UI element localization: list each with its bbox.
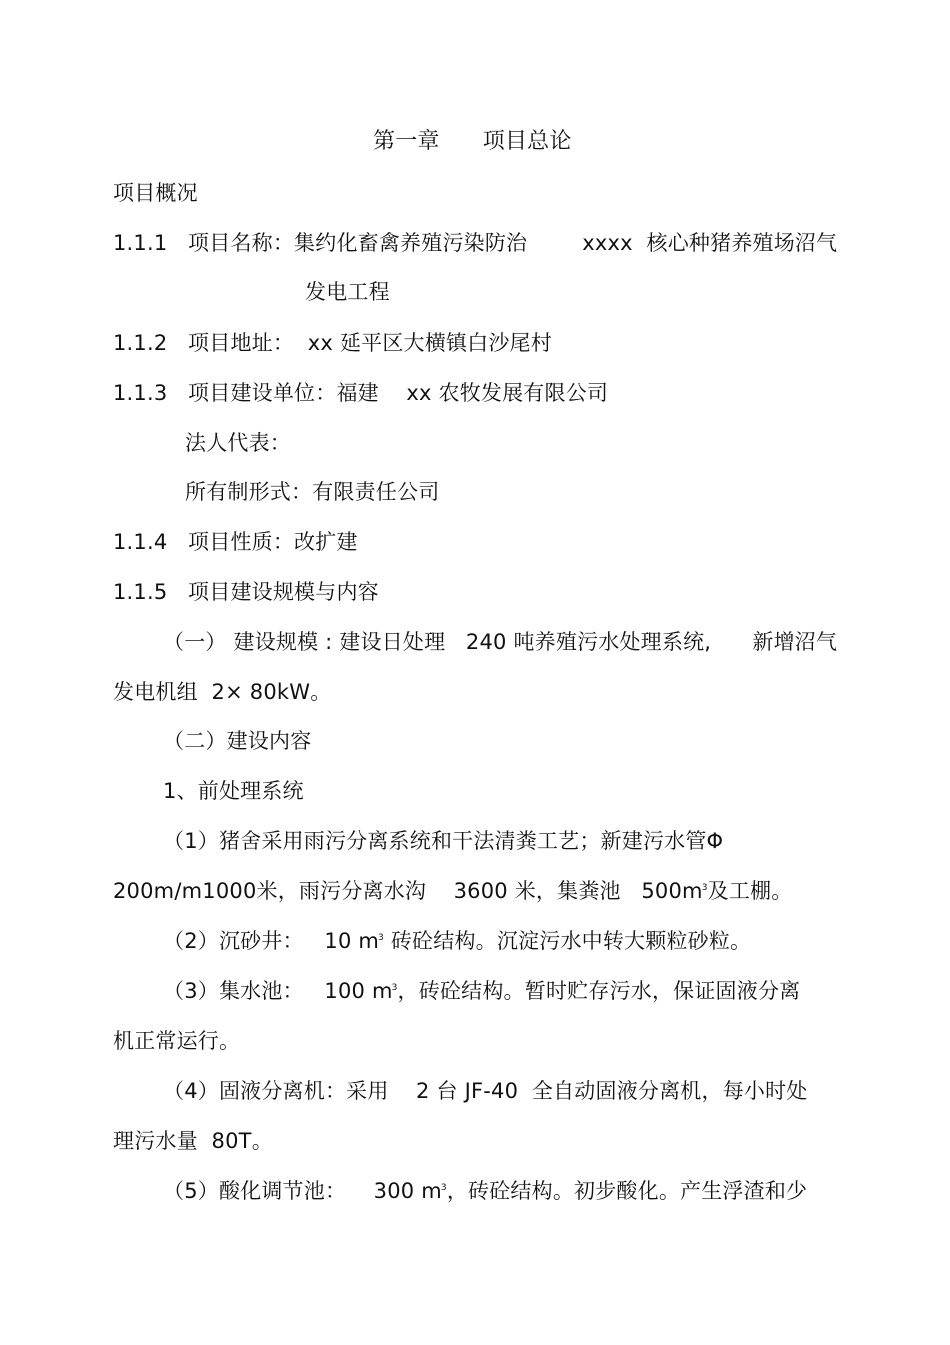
item-1-1-3: 1.1.3 项目建设单位：福建 xx 农牧发展有限公司 xyxy=(113,381,609,405)
item-3: （3）集水池： 100 $m^3$，砖砼结构。暂时贮存污水，保证固液分离 xyxy=(163,979,801,1003)
item-1-1-2: 1.1.2 项目地址： xx 延平区大横镇白沙尾村 xyxy=(113,331,552,355)
ownership: 所有制形式：有限责任公司 xyxy=(185,480,440,504)
item-1-1-1: 1.1.1 项目名称：集约化畜禽养殖污染防治 xxxx 核心种猪养殖场沼气 xyxy=(113,231,838,255)
item-1-1-1-cont: 发电工程 xyxy=(305,280,390,304)
item-1-cont: 200m/m1000米，雨污分离水沟 3600 米，集粪池 $500m^3$及工棚。 xyxy=(113,879,793,903)
content-heading: （二）建设内容 xyxy=(163,729,312,753)
item-1-1-4: 1.1.4 项目性质：改扩建 xyxy=(113,530,358,554)
item-4: （4）固液分离机：采用 2 台 JF-40 全自动固液分离机，每小时处 xyxy=(163,1079,808,1103)
item-5: （5）酸化调节池： 300 $m^3$，砖砼结构。初步酸化。产生浮渣和少 xyxy=(163,1179,808,1203)
item-4-cont: 理污水量 80T。 xyxy=(113,1129,273,1153)
legal-rep: 法人代表： xyxy=(185,431,291,455)
scale-line-cont: 发电机组 2× 80kW。 xyxy=(113,680,332,704)
item-3-cont: 机正常运行。 xyxy=(113,1029,241,1053)
chapter-title: 第一章 项目总论 xyxy=(373,129,572,154)
item-1-1-5: 1.1.5 项目建设规模与内容 xyxy=(113,580,379,604)
item-1: （1）猪舍采用雨污分离系统和干法清粪工艺；新建污水管Φ xyxy=(163,829,724,853)
section-heading: 项目概况 xyxy=(113,181,198,205)
item-2: （2）沉砂井： 10 $m^3$ 砖砼结构。沉淀污水中转大颗粒砂粒。 xyxy=(163,929,752,953)
scale-line: （一） 建设规模 : 建设日处理 240 吨养殖污水处理系统, 新增沼气 xyxy=(163,630,838,654)
pretreatment-heading: 1、前处理系统 xyxy=(163,779,304,803)
